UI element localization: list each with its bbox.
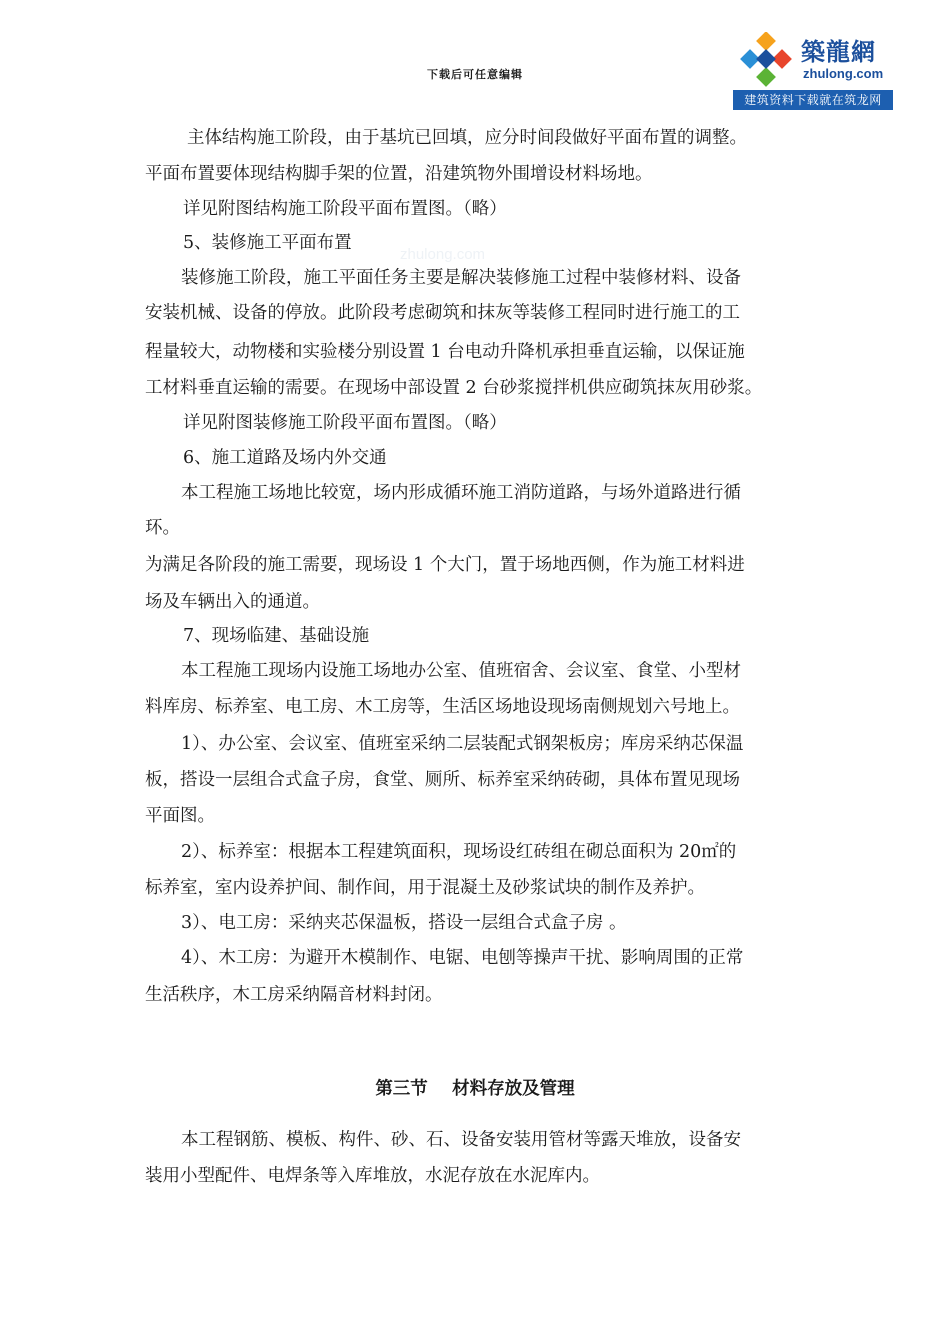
paragraph-line: 平面图。 [145,806,215,826]
logo-mark-icon [737,32,795,90]
paragraph-line: 3）、电工房：采纳夹芯保温板，搭设一层组合式盒子房 。 [181,913,627,933]
paragraph-line: 装修施工阶段，施工平面任务主要是解决装修施工过程中装修材料、设备 [181,268,741,288]
watermark: zhulong.com [400,246,486,263]
paragraph-line: 安装机械、设备的停放。此阶段考虑砌筑和抹灰等装修工程同时进行施工的工 [145,303,740,323]
header-note: 下载后可任意编辑 [427,68,523,81]
paragraph-line: 料库房、标养室、电工房、木工房等，生活区场地设现场南侧规划六号地上。 [145,697,740,717]
paragraph-line: 板，搭设一层组合式盒子房，食堂、厕所、标养室采纳砖砌，具体布置见现场 [145,770,740,790]
paragraph-line: 环。 [145,518,180,538]
paragraph-line: 详见附图结构施工阶段平面布置图。（略） [183,199,507,219]
paragraph-line: 标养室，室内设养护间、制作间，用于混凝土及砂浆试块的制作及养护。 [145,878,705,898]
paragraph-line: 详见附图装修施工阶段平面布置图。（略） [183,413,507,433]
paragraph-line: 装用小型配件、电焊条等入库堆放，水泥存放在水泥库内。 [145,1166,600,1186]
paragraph-line: 主体结构施工阶段，由于基坑已回填，应分时间段做好平面布置的调整。 [187,128,747,148]
logo-domain: zhulong.com [803,66,884,81]
paragraph-line: 本工程钢筋、模板、构件、砂、石、设备安装用管材等露天堆放，设备安 [181,1130,741,1150]
subheading: 6、施工道路及场内外交通 [183,448,387,468]
zhulong-logo[interactable] [733,28,893,110]
paragraph-line: 平面布置要体现结构脚手架的位置，沿建筑物外围增设材料场地。 [145,164,653,184]
paragraph-line: 1）、办公室、会议室、值班室采纳二层装配式钢架板房；库房采纳芯保温 [181,734,744,754]
paragraph-line: 工材料垂直运输的需要。在现场中部设置 2 台砂浆搅拌机供应砌筑抹灰用砂浆。 [145,378,763,398]
paragraph-line: 本工程施工场地比较宽，场内形成循环施工消防道路，与场外道路进行循 [181,483,741,503]
logo-name: 築龍網 [801,37,876,66]
paragraph-line: 本工程施工现场内设施工场地办公室、值班宿舍、会议室、食堂、小型材 [181,661,741,681]
paragraph-line: 场及车辆出入的通道。 [145,592,320,612]
section-title: 第三节 材料存放及管理 [375,1079,575,1099]
paragraph-line: 程量较大，动物楼和实验楼分别设置 1 台电动升降机承担垂直运输，以保证施 [145,342,745,362]
paragraph-line: 生活秩序，木工房采纳隔音材料封闭。 [145,985,443,1005]
subheading: 5、装修施工平面布置 [183,233,352,253]
logo-slogan: 建筑资料下载就在筑龙网 [733,90,893,110]
subheading: 7、现场临建、基础设施 [183,626,370,646]
paragraph-line: 4）、木工房：为避开木模制作、电锯、电刨等操声干扰、影响周围的正常 [181,948,744,968]
paragraph-line: 为满足各阶段的施工需要，现场设 1 个大门，置于场地西侧，作为施工材料进 [145,555,745,575]
paragraph-line: 2）、标养室：根据本工程建筑面积，现场设红砖组在砌总面积为 20㎡的 [181,842,737,862]
